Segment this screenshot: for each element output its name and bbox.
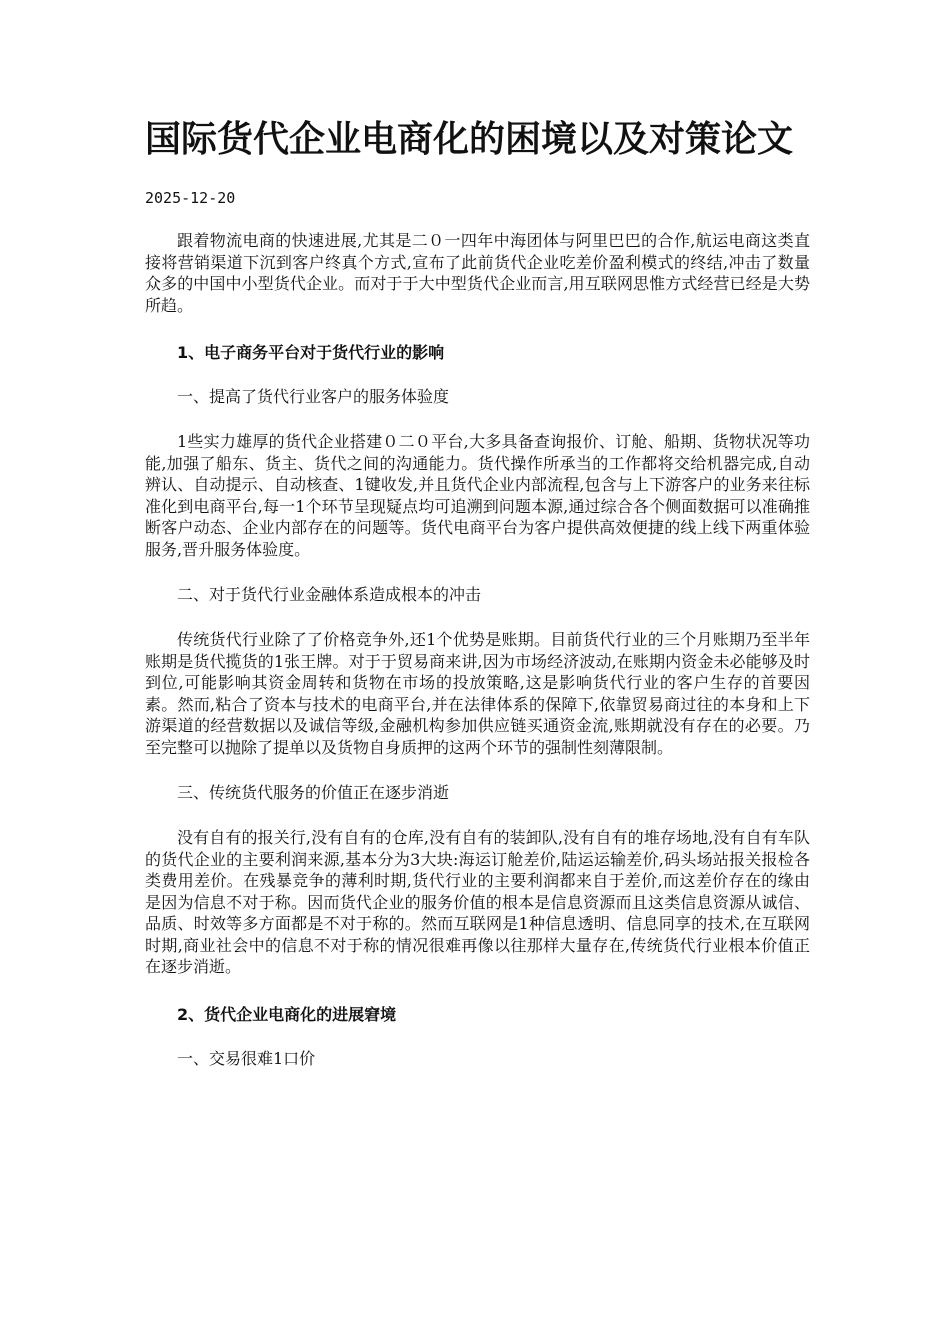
section-1-sub-1-heading: 一、提高了货代行业客户的服务体验度	[177, 387, 450, 406]
section-1-heading: 1、电子商务平台对于货代行业的影响	[177, 343, 445, 362]
section-1-sub-2-heading: 二、对于货代行业金融体系造成根本的冲击	[177, 585, 482, 604]
intro-paragraph: 跟着物流电商的快速进展,尤其是二０一四年中海团体与阿里巴巴的合作,航运电商这类直接将营销渠道下沉到客户终真个方式,宣布了此前货代企业吃差价盈利模式的终结,冲击了数量众多的中国中小型货代企业。而对于于大中型货代企业而言,用互联网思惟方式经营已经是大势所趋。	[145, 231, 810, 315]
section-2-heading: 2、货代企业电商化的进展窘境	[177, 1004, 397, 1024]
document-title: 国际货代企业电商化的困境以及对策论文	[145, 119, 794, 160]
section-1-sub-1-text: 1些实力雄厚的货代企业搭建０二０平台,大多具备查询报价、订舱、船期、货物状况等功能,加强了船东、货主、货代之间的沟通能力。货代操作所承当的工作都将交给机器完成,自动辨认、自动提示、自动核查、1键收发,并且货代企业内部流程,包含与上下游客户的业务来往标准化到电商平台,每一1个环节呈现疑点均可追溯到问题本源,通过综合各个侧面数据可以准确推断客户动态、企业内部存在的问题等。货代电商平台为客户提供高效便捷的线上线下两重体验服务,晋升服务体验度。	[145, 432, 810, 559]
section-1-sub-3-text: 没有自有的报关行,没有自有的仓库,没有自有的装卸队,没有自有的堆存场地,没有自有车队的货代企业的主要利润来源,基本分为3大块:海运订舱差价,陆运运输差价,码头场站报关报检各类费用差价。在残暴竞争的薄利时期,货代行业的主要利润都来自于差价,而这差价存在的缘由是因为信息不对于称。因而货代企业的服务价值的根本是信息资源而且这类信息资源从诚信、品质、时效等多方面都是不对于称的。然而互联网是1种信息透明、信息同享的技术,在互联网时期,商业社会中的信息不对于称的情况很难再像以往那样大量存在,传统货代行业根本价值正在逐步消逝。	[145, 828, 810, 976]
section-1-sub-3-heading: 三、传统货代服务的价值正在逐步消逝	[177, 783, 450, 802]
document-page	[145, 118, 810, 1070]
document-date: 2025-12-20	[145, 189, 236, 207]
section-2-sub-1-heading: 一、交易很难1口价	[177, 1048, 316, 1068]
section-1-sub-2-text: 传统货代行业除了了价格竞争外,还1个优势是账期。目前货代行业的三个月账期乃至半年账期是货代揽货的1张王牌。对于于贸易商来讲,因为市场经济波动,在账期内资金未必能够及时到位,可能影响其资金周转和货物在市场的投放策略,这是影响货代行业的客户生存的首要因素。然而,粘合了资本与技术的电商平台,并在法律体系的保障下,依靠贸易商过往的本身和上下游渠道的经营数据以及诚信等级,金融机构参加供应链买通资金流,账期就没有存在的必要。乃至完整可以抛除了提单以及货物自身质押的这两个环节的强制性刻薄限制。	[145, 630, 810, 757]
